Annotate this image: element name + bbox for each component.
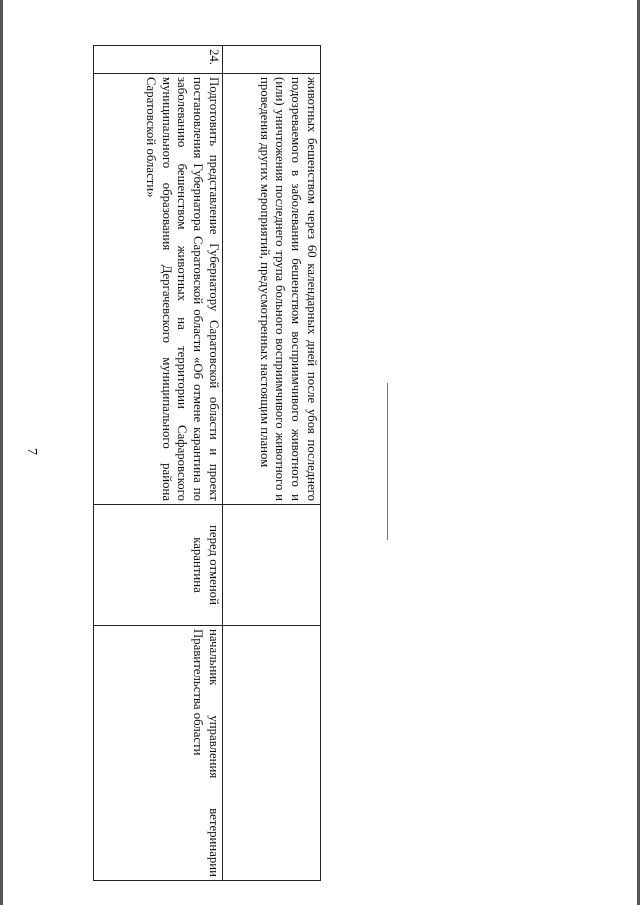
responsible-cell xyxy=(223,626,321,881)
table-row-continuation xyxy=(223,46,321,881)
term-cell xyxy=(223,505,321,626)
rotated-page xyxy=(96,45,321,877)
page-number: 7 xyxy=(24,448,39,455)
table-row-24 xyxy=(94,46,223,881)
measure-text-cell: животных бешенством через 60 календарных дней после убоя последнего подозреваемого в заболевании бешенством восприимчивого животного и (или) уничтожения последнего трупа больного восприимчивого животного и проведения других мероприятий, предусмотренных настоящим планом xyxy=(223,74,321,505)
scan-edge-left xyxy=(0,0,3,905)
row-number-cell: 24. xyxy=(94,46,223,74)
row-number-cell xyxy=(223,46,321,74)
measure-text-cell: Подготовить представление Губернатору Саратовской области и проект постановления Губернатора Саратовской области «Об отмене карантина по заболеванию бешенством животных на территории Сафаровского муниципального образования Дергачевского муниципального района Саратовской области» xyxy=(94,74,223,505)
term-cell: перед отменой карантина xyxy=(94,505,223,626)
plan-table xyxy=(93,45,321,881)
responsible-cell: начальник управления ветеринарии Правительства области xyxy=(94,626,223,881)
end-of-document-line xyxy=(387,383,388,540)
